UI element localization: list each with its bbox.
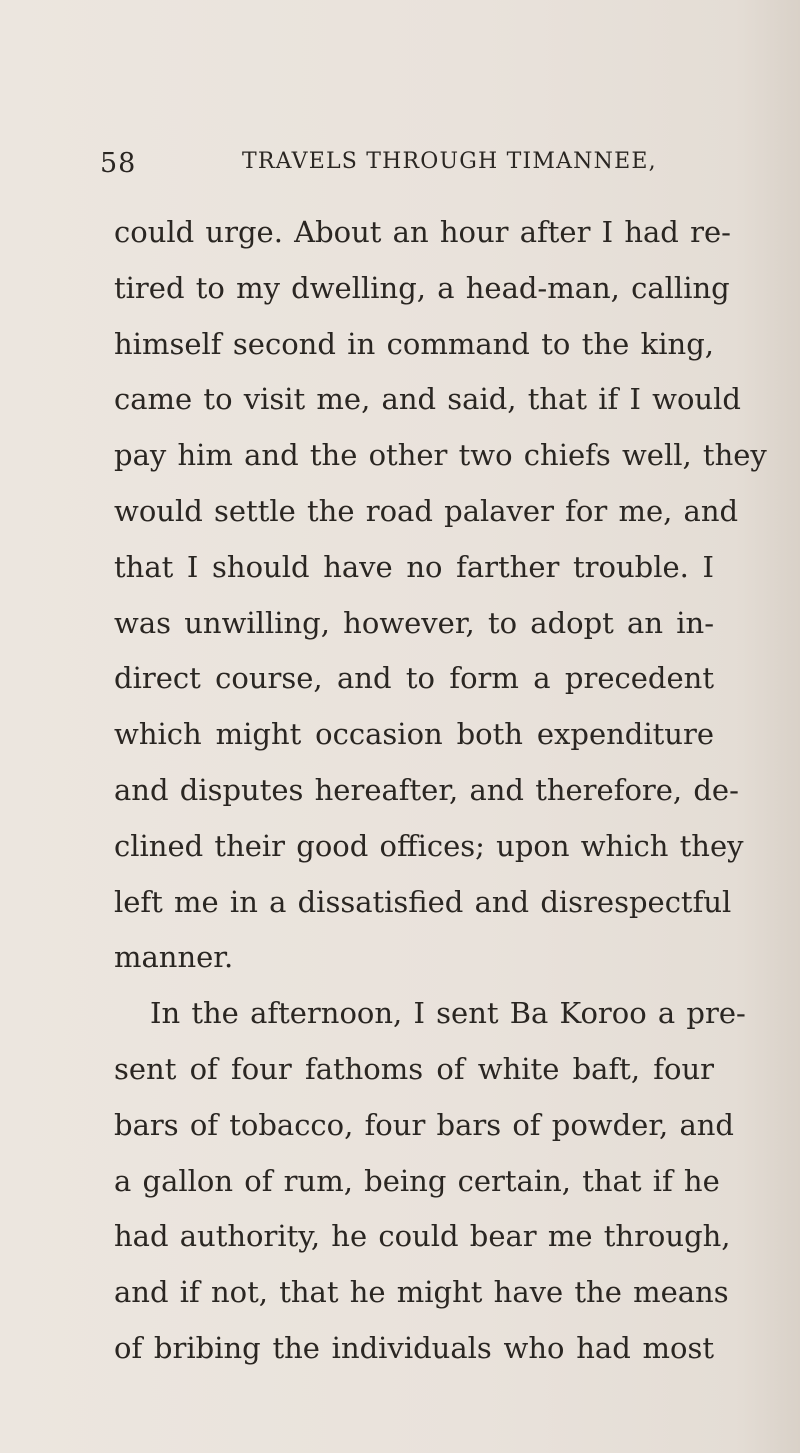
running-title: TRAVELS THROUGH TIMANNEE, (242, 149, 657, 174)
text-line: had authority, he could bear me through, (114, 1219, 731, 1254)
paragraph-start-line: In the afternoon, I sent Ba Koroo a pre- (150, 996, 746, 1031)
text-line: which might occasion both expenditure (114, 717, 714, 752)
text-line: clined their good offices; upon which they (114, 828, 744, 863)
page-header (100, 148, 720, 188)
text-line: of bribing the individuals who had most (114, 1330, 714, 1365)
text-line: would settle the road palaver for me, and (114, 493, 739, 528)
text-line: sent of four fathoms of white baft, four (114, 1051, 714, 1086)
text-line: pay him and the other two chiefs well, they (114, 438, 767, 473)
text-line: himself second in command to the king, (114, 326, 714, 361)
text-line: tired to my dwelling, a head-man, calling (114, 270, 730, 305)
text-line: left me in a dissatisfied and disrespectful (114, 884, 732, 919)
text-line: that I should have no farther trouble. I (114, 549, 714, 584)
paragraph-end-line: manner. (114, 940, 234, 975)
text-line: and disputes hereafter, and therefore, de- (114, 772, 739, 807)
text-line: was unwilling, however, to adopt an in- (114, 605, 714, 640)
page-number: 58 (100, 148, 137, 179)
text-line: bars of tobacco, four bars of powder, and (114, 1107, 734, 1142)
text-line: came to visit me, and said, that if I would (114, 382, 741, 417)
body-text (114, 205, 767, 1377)
text-line: and if not, that he might have the means (114, 1275, 729, 1310)
text-line: a gallon of rum, being certain, that if he (114, 1163, 720, 1198)
text-line: direct course, and to form a precedent (114, 661, 714, 696)
text-line: could urge. About an hour after I had re- (114, 215, 731, 249)
